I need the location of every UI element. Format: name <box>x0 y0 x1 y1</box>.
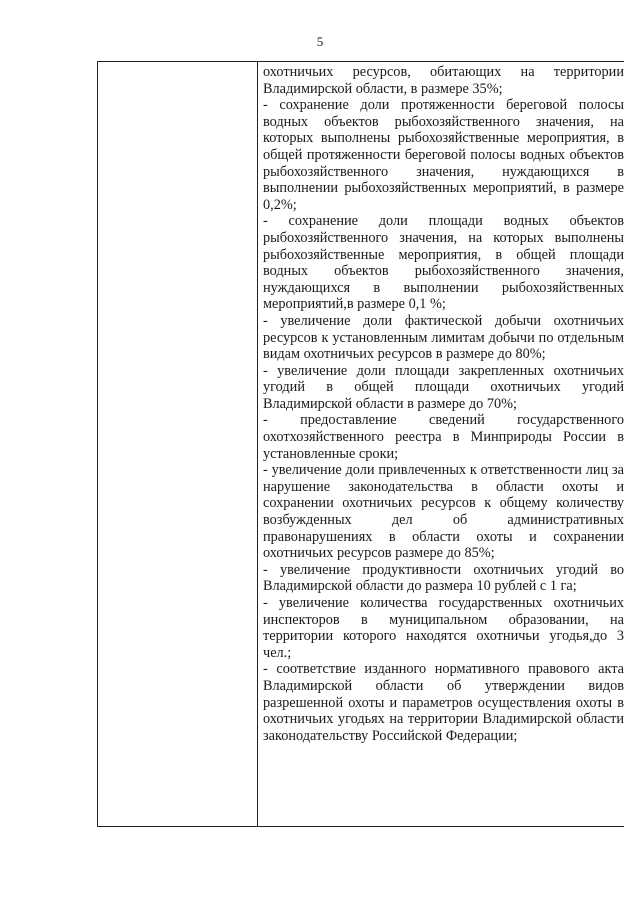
document-table <box>97 61 624 827</box>
page-number: 5 <box>316 34 324 49</box>
table-left-cell <box>98 62 258 826</box>
indicator-paragraph: - увеличение количества государственных охотничьих инспекторов в муниципальном образовании, на территории которого находятся охотничьи угодья,до 3 чел.; <box>263 595 624 661</box>
indicator-paragraph: - сохранение доли площади водных объектов рыбохозяйственного значения, на которых выполнены рыбохозяйственные мероприятия, в общей площади водных объектов рыбохозяйственного значения, нуждающихся в выполнении рыбохозяйственных мероприятий,в размере 0,1 %; <box>263 213 624 313</box>
table-right-cell <box>263 64 624 744</box>
indicator-paragraph: - предоставление сведений государственного охотхозяйственного реестра в Минприроды России в установленные сроки; <box>263 412 624 462</box>
indicator-paragraph: - увеличение доли привлеченных к ответственности лиц за нарушение законодательства в области охоты и сохранении охотничьих ресурсов к общему количеству возбужденных дел об административных правонарушениях в области охоты и сохранении охотничьих ресурсов размере до 85%; <box>263 462 624 562</box>
indicator-paragraph: - соответствие изданного нормативного правового акта Владимирской области об утверждении видов разрешенной охоты и параметров осуществления охоты в охотничьих угодьях на территории Владимирской области законодательству Российской Федерации; <box>263 661 624 744</box>
indicator-paragraph: - сохранение доли протяженности береговой полосы водных объектов рыбохозяйственного значения, на которых выполнены рыбохозяйственные мероприятия, в общей протяженности береговой полосы водных объектов рыбохозяйственного значения, нуждающихся в выполнении рыбохозяйственных мероприятий, в размере 0,2%; <box>263 97 624 213</box>
indicator-paragraph: - увеличение продуктивности охотничьих угодий во Владимирской области до размера 10 рублей с 1 га; <box>263 561 624 595</box>
indicator-paragraph: - увеличение доли фактической добычи охотничьих ресурсов к установленным лимитам добычи по отдельным видам охотничьих ресурсов в размере до 80%; <box>263 312 624 363</box>
indicator-paragraph: - увеличение доли площади закрепленных охотничьих угодий в общей площади охотничьих угодий Владимирской области в размере до 70%; <box>263 362 624 412</box>
indicator-paragraph: охотничьих ресурсов, обитающих на территории Владимирской области, в размере 35%; <box>263 64 624 97</box>
